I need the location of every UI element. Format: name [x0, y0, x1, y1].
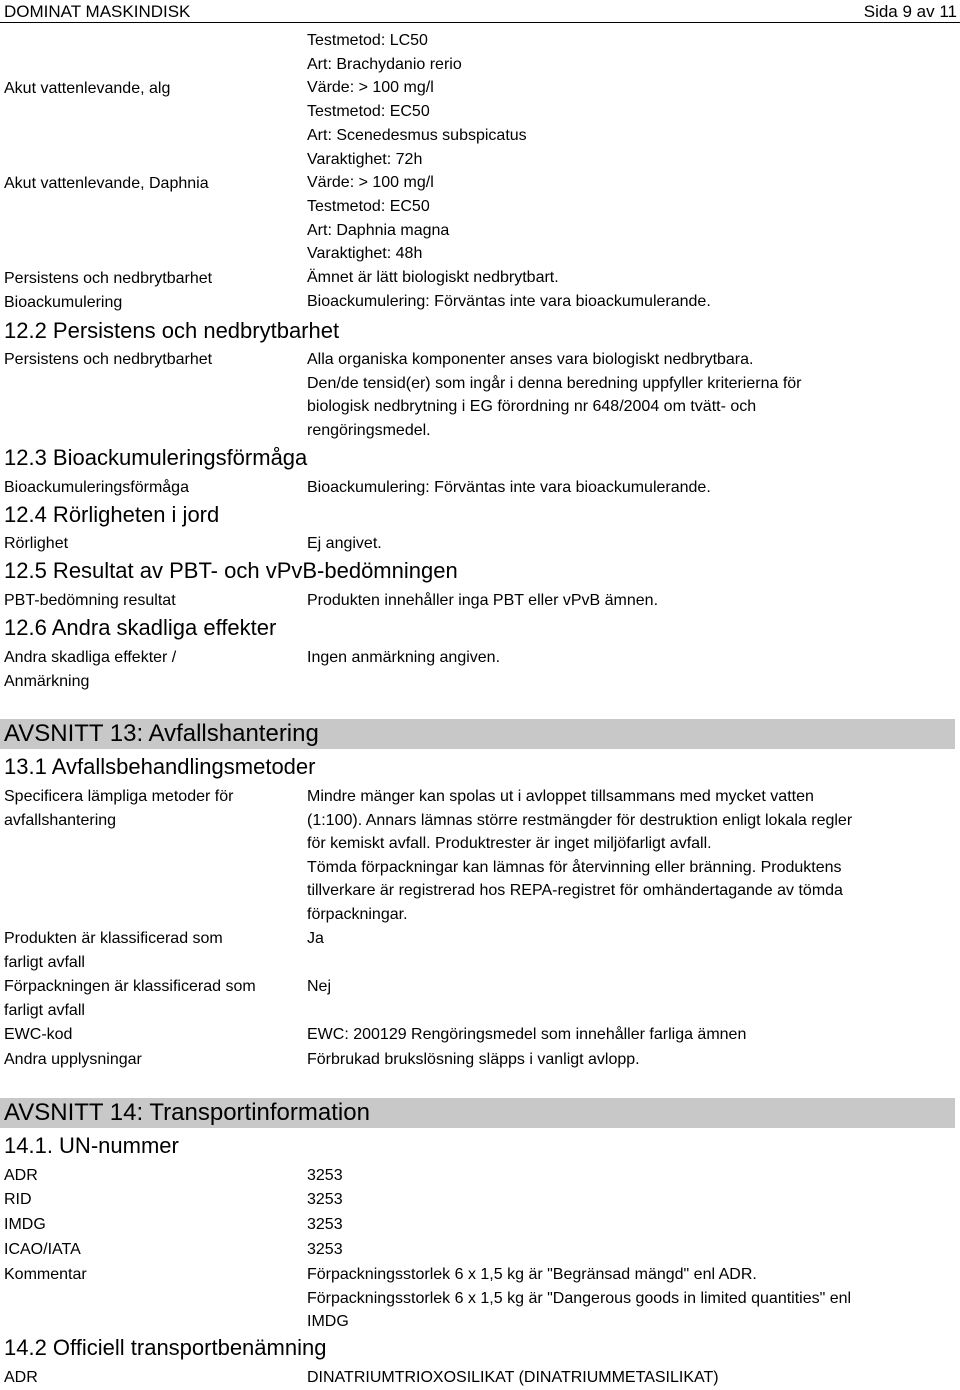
label-package — [4, 975, 256, 1022]
un-label: ADR — [4, 1167, 38, 1184]
text-line: biologisk nedbrytning i EG förordning nr 648/2004 om tvätt- och — [307, 398, 757, 415]
eco-line: Varaktighet: 72h — [307, 150, 423, 168]
page-number: Sida 9 av 11 — [863, 2, 957, 21]
label-alg: Akut vattenlevande, alg — [4, 80, 171, 97]
eco-line: Värde: > 100 mg/l — [307, 79, 434, 97]
un-label: IMDG — [4, 1216, 46, 1233]
label-product — [4, 927, 223, 974]
text-line: rengöringsmedel. — [307, 421, 431, 439]
label-bioackumulering: Bioackumulering — [4, 294, 123, 311]
text-line: IMDG — [307, 1313, 349, 1330]
section-13-band — [0, 719, 955, 749]
value-12-5: Produkten innehåller inga PBT eller vPvB ämnen. — [307, 592, 659, 609]
text-line: (1:100). Annars lämnas större restmängder för destruktion enligt lokala regler — [307, 811, 853, 829]
heading-12-2: 12.2 Persistens och nedbrytbarhet — [4, 318, 340, 343]
eco-line: Bioackumulering: Förväntas inte vara bioackumulerande. — [307, 292, 711, 310]
heading-14-2: 14.2 Officiell transportbenämning — [4, 1335, 327, 1360]
label-line: Andra skadliga effekter / — [4, 649, 177, 666]
eco-line: Varaktighet: 48h — [307, 245, 423, 263]
eco-values — [307, 29, 711, 313]
un-value: 3253 — [307, 1191, 343, 1208]
label-line: farligt avfall — [4, 953, 85, 971]
text-line: Förpackningsstorlek 6 x 1,5 kg är "Begränsad mängd" enl ADR. — [307, 1266, 757, 1283]
value-12-3: Bioackumulering: Förväntas inte vara bioackumulerande. — [307, 479, 711, 496]
label-12-5: PBT-bedömning resultat — [4, 592, 176, 609]
text-line: Förpackningsstorlek 6 x 1,5 kg är "Dangerous goods in limited quantities" enl — [307, 1289, 852, 1307]
label-other: Andra upplysningar — [4, 1051, 142, 1068]
label-line: Anmärkning — [4, 672, 90, 690]
eco-line: Art: Daphnia magna — [307, 221, 450, 239]
eco-line: Testmetod: LC50 — [307, 32, 428, 49]
label-daphnia: Akut vattenlevande, Daphnia — [4, 175, 209, 192]
text-line: för kemiskt avfall. Produktrester är inget miljöfarligt avfall. — [307, 835, 712, 852]
label-adr: ADR — [4, 1369, 38, 1386]
value-product: Ja — [307, 930, 324, 947]
heading-12-3: 12.3 Bioackumuleringsförmåga — [4, 445, 308, 470]
label-comment: Kommentar — [4, 1266, 87, 1283]
label-12-6 — [4, 646, 176, 693]
eco-line: Art: Scenedesmus subspicatus — [307, 126, 527, 144]
heading-13-1: 13.1 Avfallsbehandlingsmetoder — [4, 754, 316, 779]
un-label: ICAO/IATA — [4, 1241, 81, 1258]
label-12-3: Bioackumuleringsförmåga — [4, 479, 189, 496]
label-persistens: Persistens och nedbrytbarhet — [4, 270, 213, 287]
section-13-title: AVSNITT 13: Avfallshantering — [4, 720, 319, 747]
label-ewc: EWC-kod — [4, 1026, 73, 1043]
company-name: DOMINAT MASKINDISK — [4, 2, 191, 21]
text-line: Mindre mänger kan spolas ut i avloppet tillsammans med mycket vatten — [307, 788, 814, 805]
eco-line: Ämnet är lätt biologiskt nedbrytbart. — [307, 269, 559, 287]
heading-12-5: 12.5 Resultat av PBT- och vPvB-bedömningen — [4, 558, 458, 583]
label-line: Förpackningen är klassificerad som — [4, 978, 256, 995]
value-12-2 — [307, 348, 801, 442]
heading-14-1: 14.1. UN-nummer — [4, 1133, 179, 1158]
text-line: Den/de tensid(er) som ingår i denna beredning uppfyller kriterierna för — [307, 374, 802, 392]
un-value: 3253 — [307, 1167, 343, 1184]
value-other: Förbrukad brukslösning släpps i vanligt avlopp. — [307, 1051, 640, 1068]
label-line: avfallshantering — [4, 811, 117, 829]
un-label: RID — [4, 1191, 32, 1208]
eco-line: Testmetod: EC50 — [307, 197, 430, 215]
text-line: tillverkare är registrerad hos REPA-registret för omhändertagande av tömda — [307, 882, 843, 899]
label-line: farligt avfall — [4, 1001, 85, 1019]
header-rule — [0, 22, 960, 23]
eco-line: Art: Brachydanio rerio — [307, 55, 462, 73]
value-12-6: Ingen anmärkning angiven. — [307, 649, 501, 666]
value-ewc: EWC: 200129 Rengöringsmedel som innehåller farliga ämnen — [307, 1026, 747, 1043]
text-line: Alla organiska komponenter anses vara biologiskt nedbrytbara. — [307, 351, 754, 368]
value-12-4: Ej angivet. — [307, 535, 382, 552]
value-comment — [307, 1263, 851, 1334]
eco-line: Värde: > 100 mg/l — [307, 174, 434, 192]
section-14-title: AVSNITT 14: Transportinformation — [4, 1099, 370, 1126]
un-value: 3253 — [307, 1216, 343, 1233]
eco-line: Testmetod: EC50 — [307, 103, 430, 121]
label-12-4: Rörlighet — [4, 535, 69, 552]
value-package: Nej — [307, 978, 332, 995]
heading-12-6: 12.6 Andra skadliga effekter — [4, 615, 277, 640]
value-method — [307, 785, 852, 926]
label-line: Produkten är klassificerad som — [4, 930, 223, 947]
label-12-2: Persistens och nedbrytbarhet — [4, 351, 213, 368]
un-value: 3253 — [307, 1241, 343, 1258]
text-line: Tömda förpackningar kan lämnas för återvinning eller bränning. Produktens — [307, 858, 842, 876]
heading-12-4: 12.4 Rörligheten i jord — [4, 502, 220, 527]
label-method — [4, 785, 233, 832]
label-line: Specificera lämpliga metoder för — [4, 788, 234, 805]
section-14-band — [0, 1098, 955, 1128]
text-line: förpackningar. — [307, 905, 408, 923]
value-adr: DINATRIUMTRIOXOSILIKAT (DINATRIUMMETASILIKAT) — [307, 1369, 719, 1386]
